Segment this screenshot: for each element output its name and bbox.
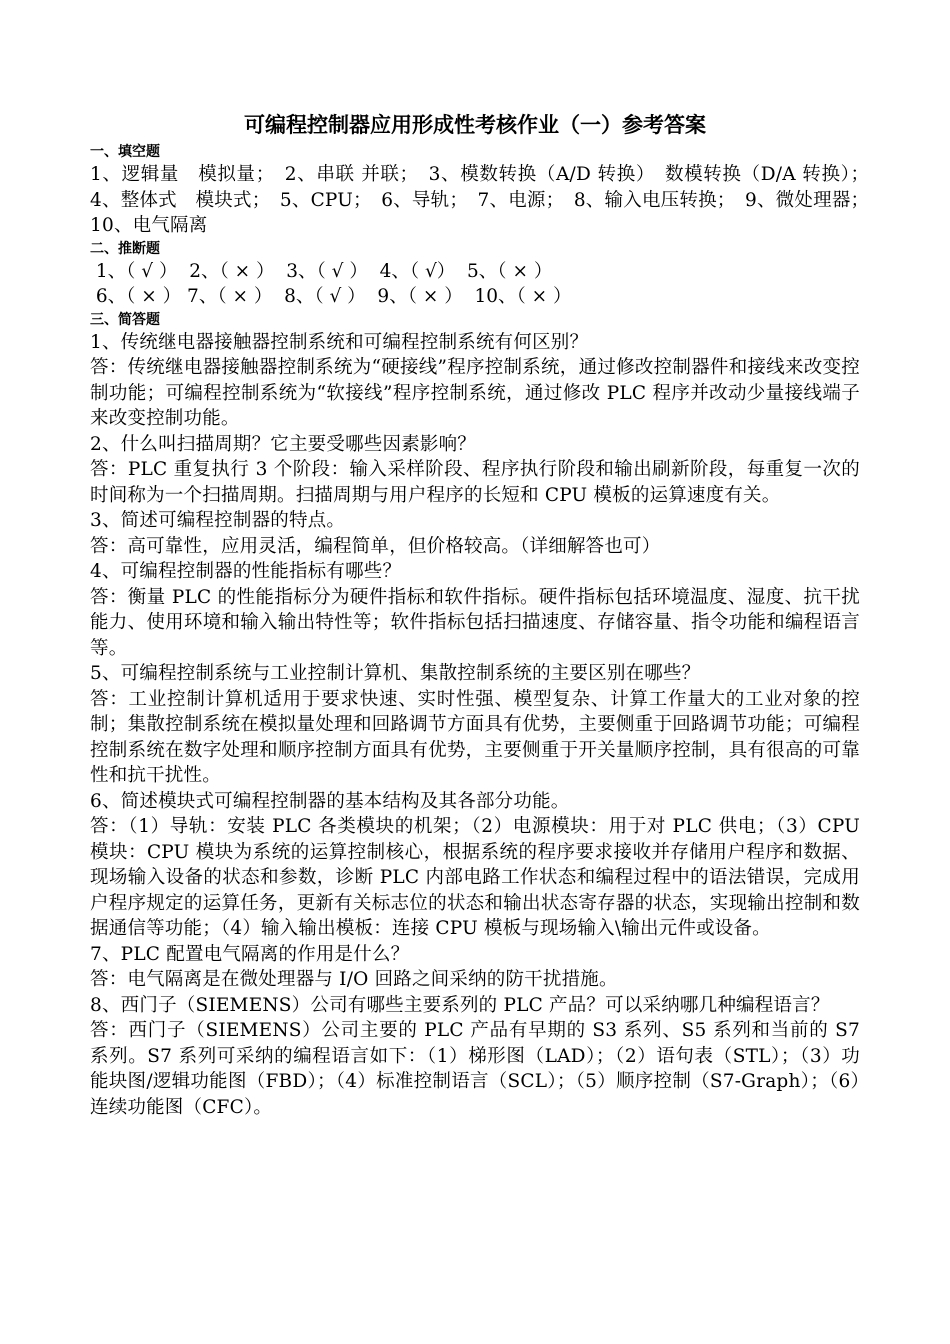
question-3: 3、简述可编程控制器的特点。 (90, 510, 346, 531)
document-page (90, 108, 879, 1120)
judge-section (90, 239, 860, 310)
judge-row-2: 6、（ × ） 7、（ × ） 8、（ √ ） 9、（ × ） 10、（ × ） (90, 286, 572, 307)
answer-4: 答：衡量 PLC 的性能指标分为硬件指标和软件指标。硬件指标包括环境温度、湿度、抗干扰能力、使用环境和输入输出特性等；软件指标包括扫描速度、存储容量、指令功能和编程语言等。 (90, 586, 860, 659)
answer-6: 答：（1）导轨：安装 PLC 各类模块的机架；（2）电源模块：用于对 PLC 供电；（3）CPU 模块：CPU 模块为系统的运算控制核心，根据系统的程序要求接收并存储用户程序和数据、现场输入设备的状态和参数，诊断 PLC 内部电路工作状态和编程过程中的语法错误，完成用户程序规定的运算任务，更新有关标志位的状态和输出状态寄存器的状态，实现输出控制和数据通信等功能；（4）输入输出模板：连接 CPU 模板与现场输入\输出元件或设备。 (90, 816, 860, 939)
question-4: 4、可编程控制器的性能指标有哪些？ (90, 561, 402, 582)
answer-1: 答：传统继电器接触器控制系统为“硬接线”程序控制系统，通过修改控制器件和接线来改变控制功能；可编程控制系统为“软接线”程序控制系统，通过修改 PLC 程序并改动少量接线端子来改变控制功能。 (90, 357, 860, 429)
short-answer-heading: 三、简答题 (90, 311, 160, 328)
question-6: 6、简述模块式可编程控制器的基本结构及其各部分功能。 (90, 790, 570, 812)
judge-heading: 二、推断题 (90, 240, 160, 257)
fill-answers: 1、逻辑量 模拟量； 2、串联 并联； 3、模数转换（A/D 转换） 数模转换（D/A 转换）； 4、整体式 模块式； 5、CPU； 6、导轨； 7、电源； 8、输入电压转换； 9、微处理器； 10、电气隔离 (90, 164, 879, 236)
question-5: 5、可编程控制系统与工业控制计算机、集散控制系统的主要区别在哪些？ (90, 663, 701, 684)
question-2: 2、什么叫扫描周期？它主要受哪些因素影响？ (90, 433, 476, 455)
answer-8: 答：西门子（SIEMENS）公司主要的 PLC 产品有早期的 S3 系列、S5 系列和当前的 S7 系列。S7 系列可采纳的编程语言如下：（1）梯形图（LAD）；（2）语句表（STL）；（3）功能块图/逻辑功能图（FBD）；（4）标准控制语言（SCL）；（5）顺序控制（S7-Graph）；（6）连续功能图（CFC）。 (90, 1020, 860, 1118)
fill-section (90, 142, 879, 239)
answer-7: 答：电气隔离是在微处理器与 I/O 回路之间采纳的防干扰措施。 (90, 969, 618, 990)
question-1: 1、传统继电器接触器控制系统和可编程控制系统有何区别？ (90, 331, 589, 353)
answer-5: 答：工业控制计算机适用于要求快速、实时性强、模型复杂、计算工作量大的工业对象的控制；集散控制系统在模拟量处理和回路调节方面具有优势，主要侧重于回路调节功能；可编程控制系统在数字处理和顺序控制方面具有优势，主要侧重于开关量顺序控制，具有很高的可靠性和抗干扰性。 (90, 688, 860, 786)
document-title: 可编程控制器应用形成性考核作业（一）参考答案 (244, 113, 706, 137)
answer-3: 答：高可靠性，应用灵活，编程简单，但价格较高。（详细解答也可） (90, 535, 661, 557)
question-8: 8、西门子（SIEMENS）公司有哪些主要系列的 PLC 产品？可以采纳哪几种编程语言？ (90, 994, 830, 1016)
answer-2: 答：PLC 重复执行 3 个阶段：输入采样阶段、程序执行阶段和输出刷新阶段，每重复一次的时间称为一个扫描周期。扫描周期与用户程序的长短和 CPU 模板的运算速度有关。 (90, 459, 860, 506)
short-answer-section (90, 310, 860, 1121)
judge-row-1: 1、（ √ ） 2、（ × ） 3、（ √ ） 4、（ √） 5、（ × ） (90, 260, 553, 282)
fill-heading: 一、填空题 (90, 144, 160, 160)
question-7: 7、PLC 配置电气隔离的作用是什么？ (90, 943, 410, 965)
